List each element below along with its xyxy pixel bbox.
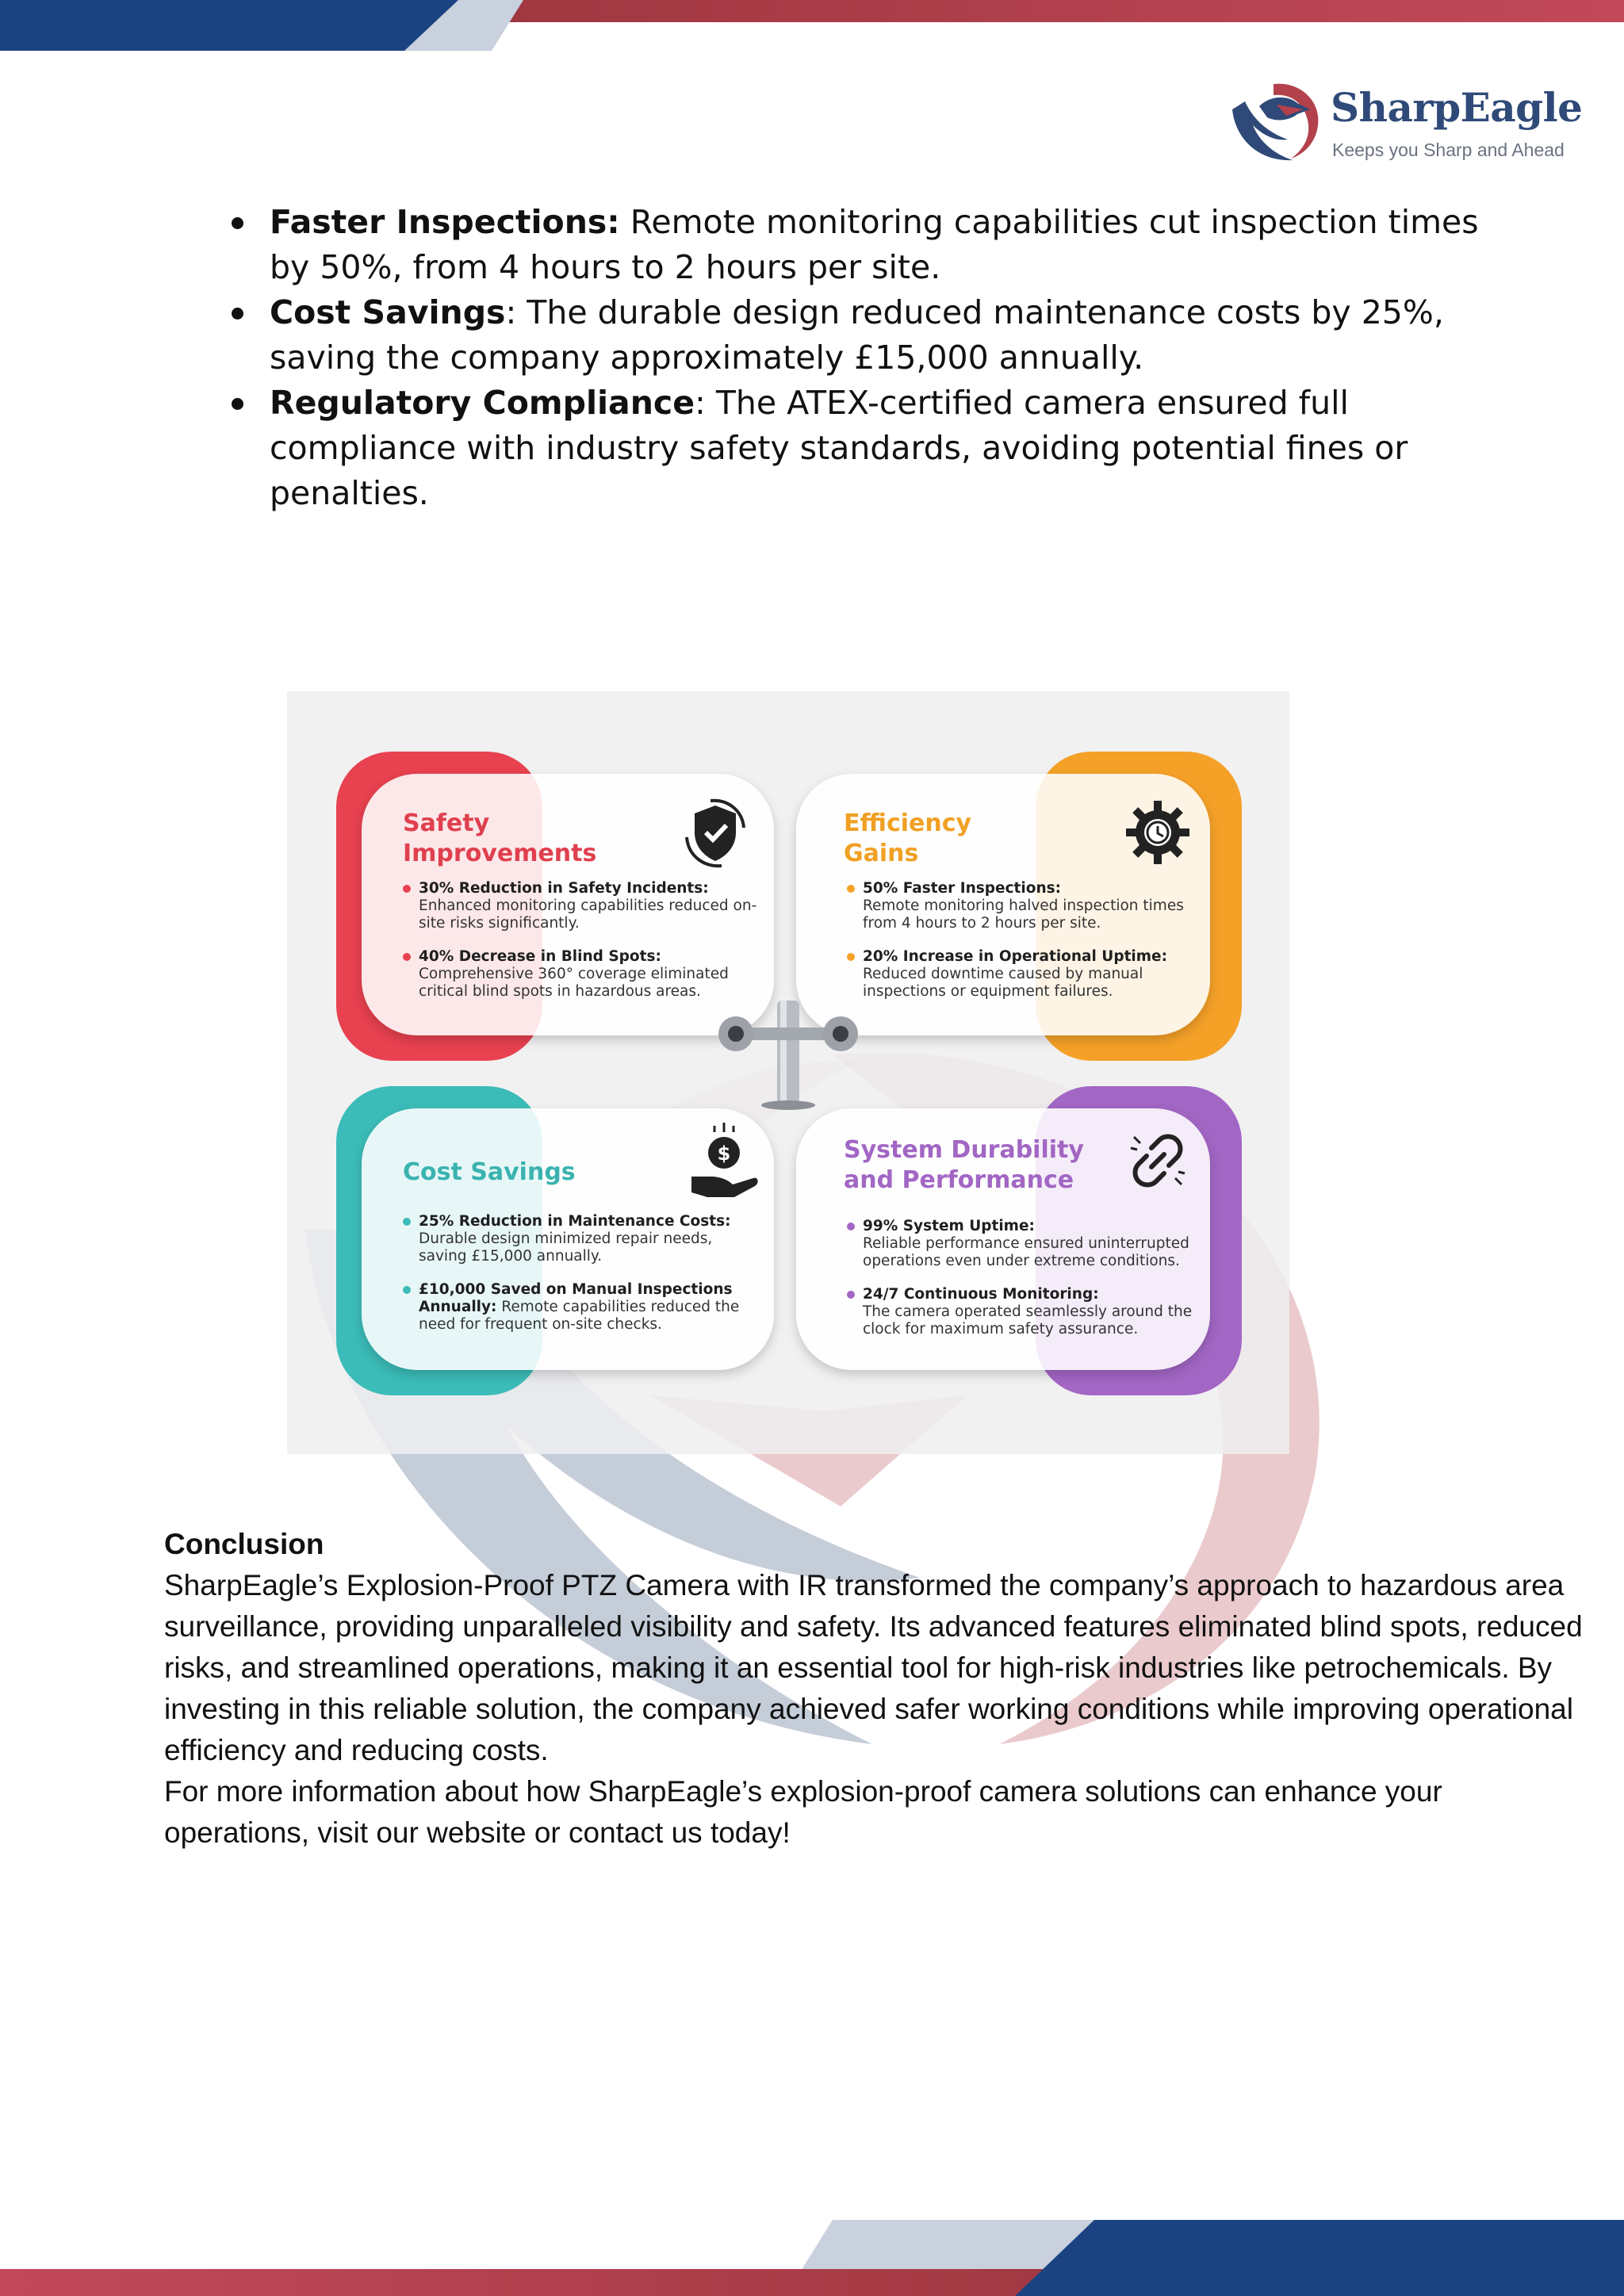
results-infographic xyxy=(287,691,1289,1454)
conclusion-section xyxy=(164,1524,1584,1854)
card-item xyxy=(863,1218,1212,1270)
benefits-list xyxy=(222,200,1491,516)
brand-tagline: Keeps you Sharp and Ahead xyxy=(1332,140,1565,160)
item-text: Enhanced monitoring capabilities reduced on-site risks significantly. xyxy=(419,897,757,932)
card-item xyxy=(863,880,1204,932)
conclusion-title: Conclusion xyxy=(164,1528,324,1560)
benefit-label: Regulatory Compliance xyxy=(270,384,695,422)
list-item xyxy=(222,381,1491,516)
card-title: Safety Improvements xyxy=(403,809,597,867)
bullet-icon xyxy=(232,308,243,320)
item-text: Comprehensive 360° coverage eliminated critical blind spots in hazardous areas. xyxy=(419,966,729,1000)
money-hand-icon xyxy=(688,1121,760,1200)
chain-link-icon xyxy=(1128,1131,1188,1191)
benefit-text: : The durable design reduced maintenance costs by 25%, saving the company approximately £15,000 annually. xyxy=(270,293,1444,377)
card-item xyxy=(419,1213,760,1265)
bullet-icon xyxy=(847,1291,855,1299)
benefit-text: Remote monitoring capabilities cut inspection times by 50%, from 4 hours to 2 hours per site. xyxy=(270,203,1479,286)
card-item xyxy=(419,880,760,932)
bullet-icon xyxy=(847,953,855,961)
list-item xyxy=(222,200,1491,290)
bullet-icon xyxy=(403,1218,411,1226)
item-text: Reliable performance ensured uninterrupted operations even under extreme conditions. xyxy=(863,1235,1189,1269)
shield-check-icon xyxy=(679,796,752,869)
contact-paragraph: For more information about how SharpEagle’s explosion-proof camera solutions can enhance your operations, visit our website or contact us today! xyxy=(164,1775,1442,1849)
item-label: 25% Reduction in Maintenance Costs: xyxy=(419,1213,731,1230)
item-text: The camera operated seamlessly around the clock for maximum safety assurance. xyxy=(863,1303,1193,1337)
item-label: 24/7 Continuous Monitoring: xyxy=(863,1286,1099,1303)
benefit-text: : The ATEX-certified camera ensured full compliance with industry safety standards, avoiding potential fines or penalties. xyxy=(270,384,1408,512)
benefit-label: Faster Inspections: xyxy=(270,203,620,241)
item-text: Remote monitoring halved inspection times from 4 hours to 2 hours per site. xyxy=(863,897,1184,932)
item-text: Remote capabilities reduced the need for frequent on-site checks. xyxy=(419,1299,740,1333)
card-item xyxy=(419,1281,760,1334)
item-label: 30% Reduction in Safety Incidents: xyxy=(419,880,709,897)
bullet-icon xyxy=(232,217,243,229)
item-text: Reduced downtime caused by manual inspections or equipment failures. xyxy=(863,966,1143,1000)
card-title: Efficiency Gains xyxy=(844,809,972,867)
card-item xyxy=(863,948,1204,1001)
benefit-label: Cost Savings xyxy=(270,293,506,331)
item-label: 20% Increase in Operational Uptime: xyxy=(863,948,1167,965)
bullet-icon xyxy=(232,398,243,410)
card-item xyxy=(863,1286,1212,1338)
item-label: 50% Faster Inspections: xyxy=(863,880,1062,897)
card-title: Cost Savings xyxy=(403,1158,576,1186)
bullet-icon xyxy=(403,885,411,893)
bullet-icon xyxy=(403,953,411,961)
item-label: 40% Decrease in Blind Spots: xyxy=(419,948,661,965)
gear-clock-icon xyxy=(1124,799,1191,866)
item-label: £10,000 Saved on Manual Inspections Annually: xyxy=(419,1281,733,1315)
card-title: System Durability and Performance xyxy=(844,1136,1084,1194)
company-logo xyxy=(1228,78,1583,166)
brand-name: SharpEagle xyxy=(1331,84,1583,131)
item-text: Durable design minimized repair needs, saving £15,000 annually. xyxy=(419,1230,713,1265)
eagle-logo-icon xyxy=(1228,78,1323,166)
conclusion-paragraph: SharpEagle’s Explosion-Proof PTZ Camera with IR transformed the company’s approach to hazardous area surveillance, providing unparalleled visibility and safety. Its advanced features eliminated blind spots, reduced risks, and streamlined operations, making it an essential tool for high-risk industries like petrochemicals. By investing in this reliable solution, the company achieved safer working conditions while improving operational efficiency and reducing costs. xyxy=(164,1569,1583,1766)
bullet-icon xyxy=(403,1286,411,1294)
svg-text:$: $ xyxy=(717,1142,731,1165)
bullet-icon xyxy=(847,885,855,893)
card-system-durability xyxy=(796,1086,1242,1395)
bullet-icon xyxy=(847,1223,855,1230)
item-label: 99% System Uptime: xyxy=(863,1218,1035,1234)
card-cost-savings xyxy=(336,1086,780,1395)
list-item xyxy=(222,290,1491,381)
